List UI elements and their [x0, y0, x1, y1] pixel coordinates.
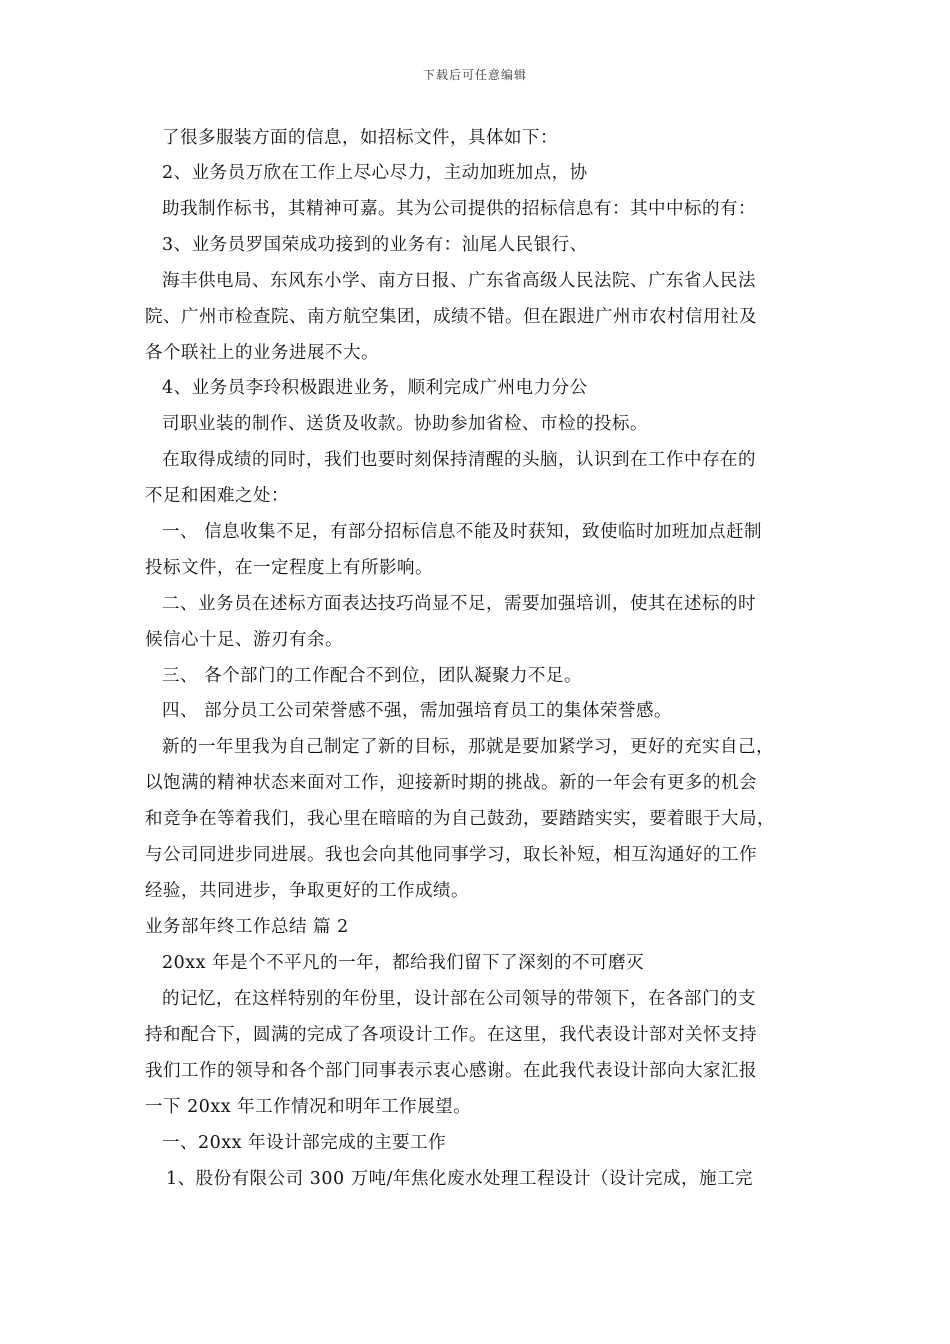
text-line: 海丰供电局、东风东小学、南方日报、广东省高级人民法院、广东省人民法	[162, 271, 756, 291]
text-line: 助我制作标书，其精神可嘉。其为公司提供的招标信息有：其中中标的有：	[162, 199, 756, 219]
text-line: 持和配合下，圆满的完成了各项设计工作。在这里，我代表设计部对关怀支持	[145, 1025, 757, 1045]
text-line: 与公司同进步同进展。我也会向其他同事学习，取长补短，相互沟通好的工作	[145, 845, 757, 865]
text-line: 和竞争在等着我们，我心里在暗暗的为自己鼓劲，要踏踏实实，要着眼于大局，	[145, 809, 775, 829]
text-line: 各个联社上的业务进展不大。	[145, 343, 379, 363]
text-line: 一、 信息收集不足，有部分招标信息不能及时获知，致使临时加班加点赶制	[162, 522, 763, 542]
text-line: 不足和困难之处：	[145, 486, 289, 506]
text-line: 新的一年里我为自己制定了新的目标，那就是要加紧学习，更好的充实自己，	[162, 737, 774, 757]
text-line: 在取得成绩的同时，我们也要时刻保持清醒的头脑，认识到在工作中存在的	[162, 450, 756, 470]
text-line: 投标文件，在一定程度上有所影响。	[145, 558, 433, 578]
text-line: 院、广州市检查院、南方航空集团，成绩不错。但在跟进广州市农村信用社及	[145, 307, 757, 327]
text-line: 的记忆，在这样特别的年份里，设计部在公司领导的带领下，在各部门的支	[162, 989, 756, 1009]
text-line: 二、业务员在述标方面表达技巧尚显不足，需要加强培训，使其在述标的时	[162, 594, 756, 614]
text-line: 司职业装的制作、送货及收款。协助参加省检、市检的投标。	[162, 414, 648, 434]
text-line: 4、业务员李玲积极跟进业务，顺利完成广州电力分公	[162, 378, 588, 398]
text-line: 1、股份有限公司 300 万吨/年焦化废水处理工程设计（设计完成，施工完	[166, 1169, 754, 1189]
text-line: 了很多服装方面的信息，如招标文件，具体如下：	[162, 128, 558, 148]
section-heading: 业务部年终工作总结 篇 2	[145, 917, 349, 937]
text-line: 四、 部分员工公司荣誉感不强，需加强培育员工的集体荣誉感。	[162, 701, 673, 721]
page-header: 下载后可任意编辑	[422, 68, 527, 82]
text-line: 2、业务员万欣在工作上尽心尽力，主动加班加点，协	[162, 163, 588, 183]
subsection-heading: 一、20xx 年设计部完成的主要工作	[162, 1133, 447, 1153]
text-line: 候信心十足、游刃有余。	[145, 630, 343, 650]
text-line: 以饱满的精神状态来面对工作，迎接新时期的挑战。新的一年会有更多的机会	[145, 773, 757, 793]
text-line: 一下 20xx 年工作情况和明年工作展望。	[145, 1097, 472, 1117]
text-line: 3、业务员罗国荣成功接到的业务有：汕尾人民银行、	[162, 235, 588, 255]
text-line: 我们工作的领导和各个部门同事表示衷心感谢。在此我代表设计部向大家汇报	[145, 1061, 757, 1081]
text-line: 经验，共同进步，争取更好的工作成绩。	[145, 881, 469, 901]
text-line: 三、 各个部门的工作配合不到位，团队凝聚力不足。	[162, 666, 583, 686]
text-line: 20xx 年是个不平凡的一年，都给我们留下了深刻的不可磨灭	[162, 953, 645, 973]
